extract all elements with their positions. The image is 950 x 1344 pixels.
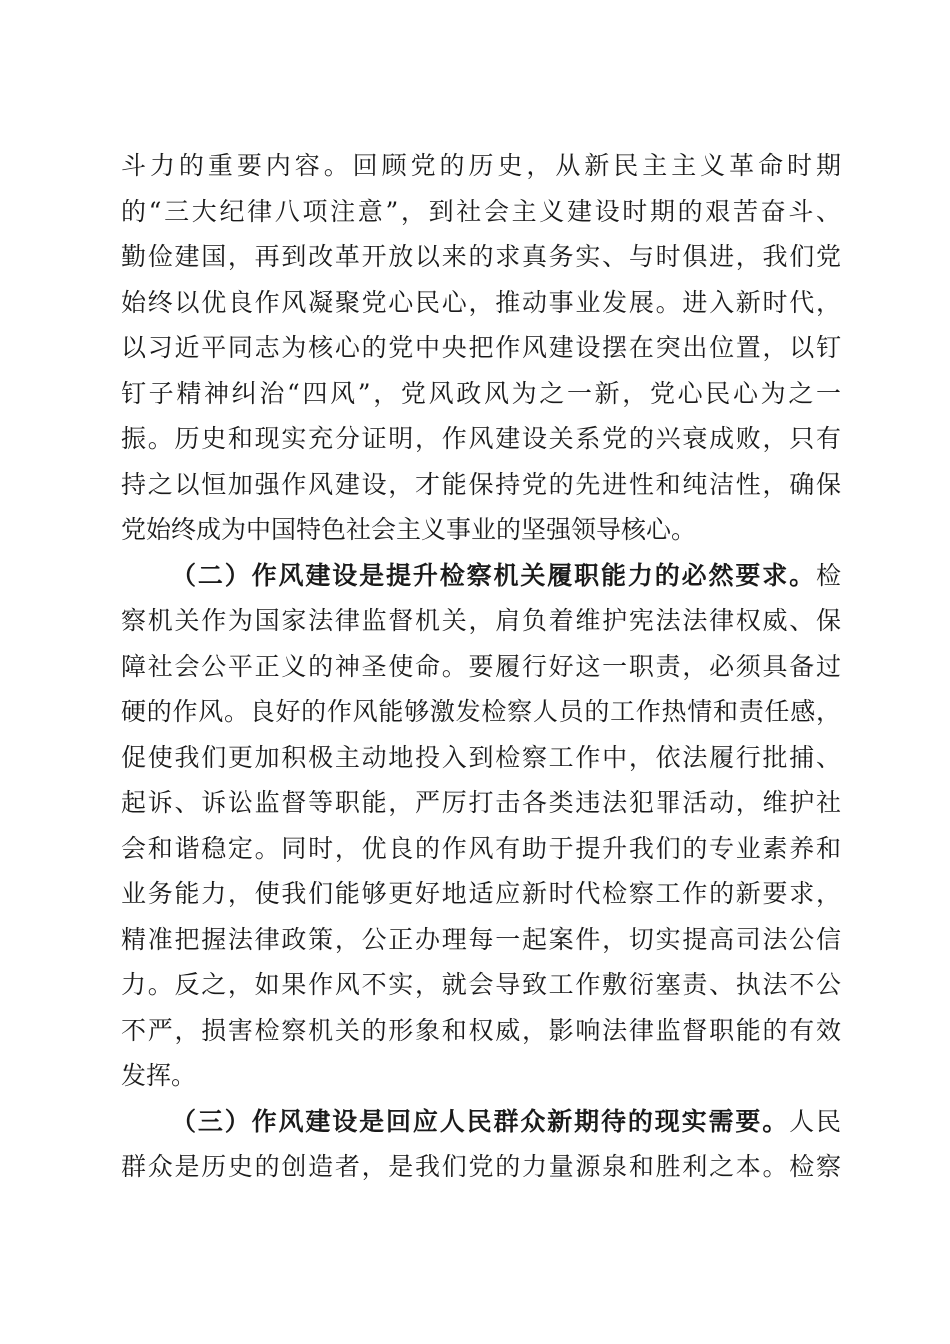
text-line: 振。历史和现实充分证明，作风建设关系党的兴衰成败，只有 <box>121 424 841 453</box>
text-line: 促使我们更加积极主动地投入到检察工作中，依法履行批捕、 <box>121 742 841 772</box>
text-line: 不严，损害检察机关的形象和权威，影响法律监督职能的有效 <box>121 1015 841 1045</box>
paragraph-first-line <box>121 553 841 599</box>
text-line: 察机关作为国家法律监督机关，肩负着维护宪法法律权威、保 <box>121 606 841 635</box>
text-line: 群众是历史的创造者，是我们党的力量源泉和胜利之本。检察 <box>121 1152 841 1181</box>
paragraph-3 <box>121 1099 841 1190</box>
text-line: 的“三大纪律八项注意”，到社会主义建设时期的艰苦奋斗、 <box>121 196 841 226</box>
text-line: 业务能力，使我们能够更好地适应新时代检察工作的新要求， <box>121 879 841 908</box>
text-line: 力。反之，如果作风不实，就会导致工作敷衍塞责、执法不公 <box>121 970 841 999</box>
text-line: 会和谐稳定。同时，优良的作风有助于提升我们的专业素养和 <box>121 833 841 863</box>
text-line: 始终以优良作风凝聚党心民心，推动事业发展。进入新时代， <box>121 287 841 317</box>
section-heading: （三）作风建设是回应人民群众新期待的现实需要。 <box>171 1106 790 1136</box>
text-line: 硬的作风。良好的作风能够激发检察人员的工作热情和责任感， <box>121 697 841 726</box>
text-line: 钉子精神纠治“四风”，党风政风为之一新，党心民心为之一 <box>121 378 841 408</box>
paragraph-2 <box>121 553 841 1099</box>
text-line: 勤俭建国，再到改革开放以来的求真务实、与时俱进，我们党 <box>121 242 841 271</box>
text-line: 起诉、诉讼监督等职能，严厉打击各类违法犯罪活动，维护社 <box>121 788 841 817</box>
text-line: 持之以恒加强作风建设，才能保持党的先进性和纯洁性，确保 <box>121 469 841 499</box>
text-line: 发挥。 <box>121 1061 197 1090</box>
text-line: 精准把握法律政策，公正办理每一起案件，切实提高司法公信 <box>121 924 841 954</box>
heading-line-rest: 人民 <box>789 1106 841 1136</box>
text-line: 以习近平同志为核心的党中央把作风建设摆在突出位置，以钉 <box>121 333 841 362</box>
text-line: 斗力的重要内容。回顾党的历史，从新民主主义革命时期 <box>121 151 841 180</box>
paragraph-1 <box>121 143 841 553</box>
section-heading: （二）作风建设是提升检察机关履职能力的必然要求。 <box>171 560 816 590</box>
paragraph-first-line <box>121 1099 841 1145</box>
heading-line-rest: 检 <box>815 560 841 590</box>
document-body <box>121 143 841 1190</box>
text-line: 障社会公平正义的神圣使命。要履行好这一职责，必须具备过 <box>121 651 841 681</box>
text-line: 党始终成为中国特色社会主义事业的坚强领导核心。 <box>121 515 697 544</box>
